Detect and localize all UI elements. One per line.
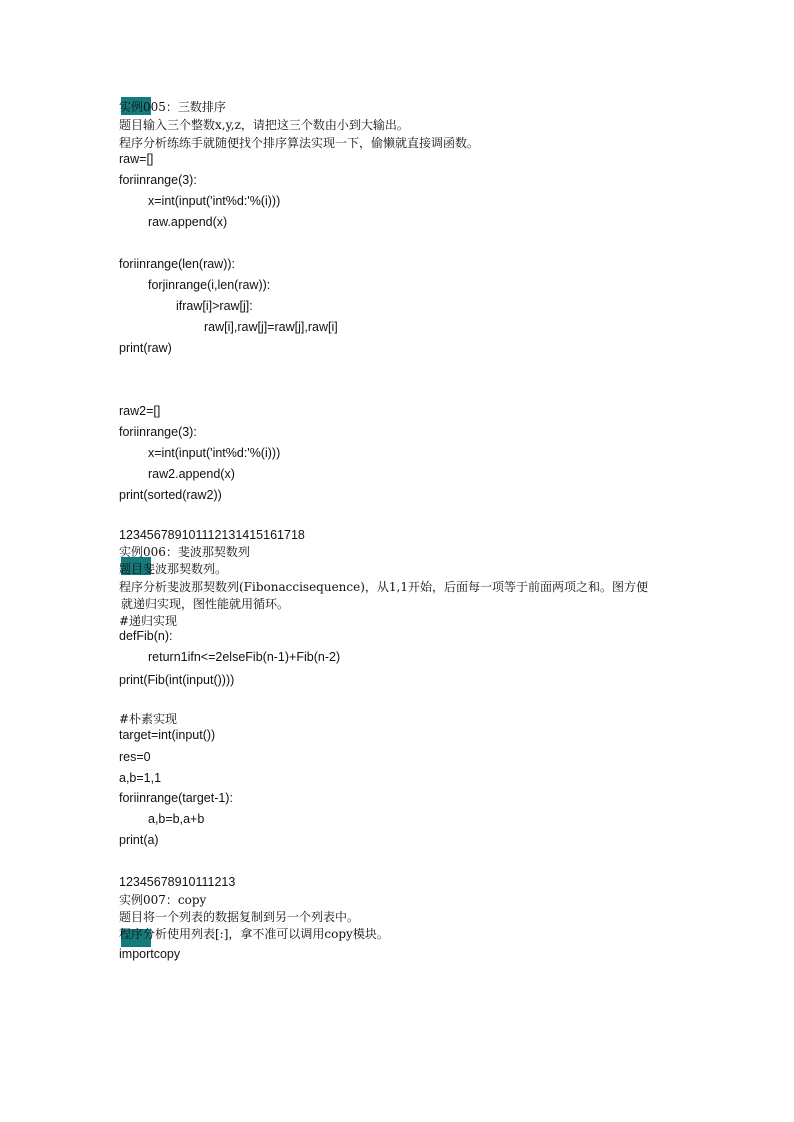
analysis-text: 程序分析使用列表[:]，拿不准可以调用copy模块。 [119, 927, 389, 941]
code-line: raw.append(x) [148, 215, 228, 229]
problem-text: 题目斐波那契数列。 [119, 562, 228, 576]
line-numbers: 12345678910111213 [119, 875, 236, 889]
code-line: print(raw) [119, 341, 172, 355]
problem-text: 题目将一个列表的数据复制到另一个列表中。 [119, 910, 360, 924]
code-line: print(Fib(int(input()))) [119, 673, 235, 687]
analysis-text: 就递归实现，图性能就用循环。 [121, 597, 290, 611]
code-line: target=int(input()) [119, 728, 216, 742]
code-line: raw2.append(x) [148, 467, 235, 481]
code-line: raw=[] [119, 152, 154, 166]
problem-text: 题目输入三个整数x,y,z，请把这三个数由小到大输出。 [119, 118, 409, 132]
code-line: print(a) [119, 833, 159, 847]
code-line: print(sorted(raw2)) [119, 488, 222, 502]
code-line: a,b=1,1 [119, 771, 162, 785]
comment-line: #朴素实现 [119, 712, 178, 726]
code-line: importcopy [119, 947, 181, 961]
code-line: return1ifn<=2elseFib(n-1)+Fib(n-2) [148, 650, 341, 664]
code-line: foriinrange(len(raw)): [119, 257, 236, 271]
code-line: foriinrange(3): [119, 425, 197, 439]
section-title-005: 实例005：三数排序 [119, 100, 226, 114]
analysis-text: 程序分析斐波那契数列(Fibonaccisequence)，从1,1开始，后面每一项等于前面两项之和。图方便 [119, 580, 649, 594]
analysis-text: 程序分析练练手就随便找个排序算法实现一下，偷懒就直接调函数。 [119, 136, 480, 150]
code-line: foriinrange(target-1): [119, 791, 233, 805]
section-title-006: 实例006：斐波那契数列 [119, 545, 250, 559]
code-line: x=int(input('int%d:'%(i))) [148, 446, 281, 460]
section-title-007: 实例007：copy [119, 893, 207, 907]
code-line: raw2=[] [119, 404, 161, 418]
code-line: ifraw[i]>raw[j]: [176, 299, 253, 313]
line-numbers: 123456789101112131415161718 [119, 528, 305, 542]
code-line: x=int(input('int%d:'%(i))) [148, 194, 281, 208]
code-line: a,b=b,a+b [148, 812, 205, 826]
code-line: forjinrange(i,len(raw)): [148, 278, 271, 292]
code-line: defFib(n): [119, 629, 173, 643]
code-line: res=0 [119, 750, 151, 764]
code-line: foriinrange(3): [119, 173, 197, 187]
comment-line: #递归实现 [119, 614, 178, 628]
code-line: raw[i],raw[j]=raw[j],raw[i] [204, 320, 338, 334]
